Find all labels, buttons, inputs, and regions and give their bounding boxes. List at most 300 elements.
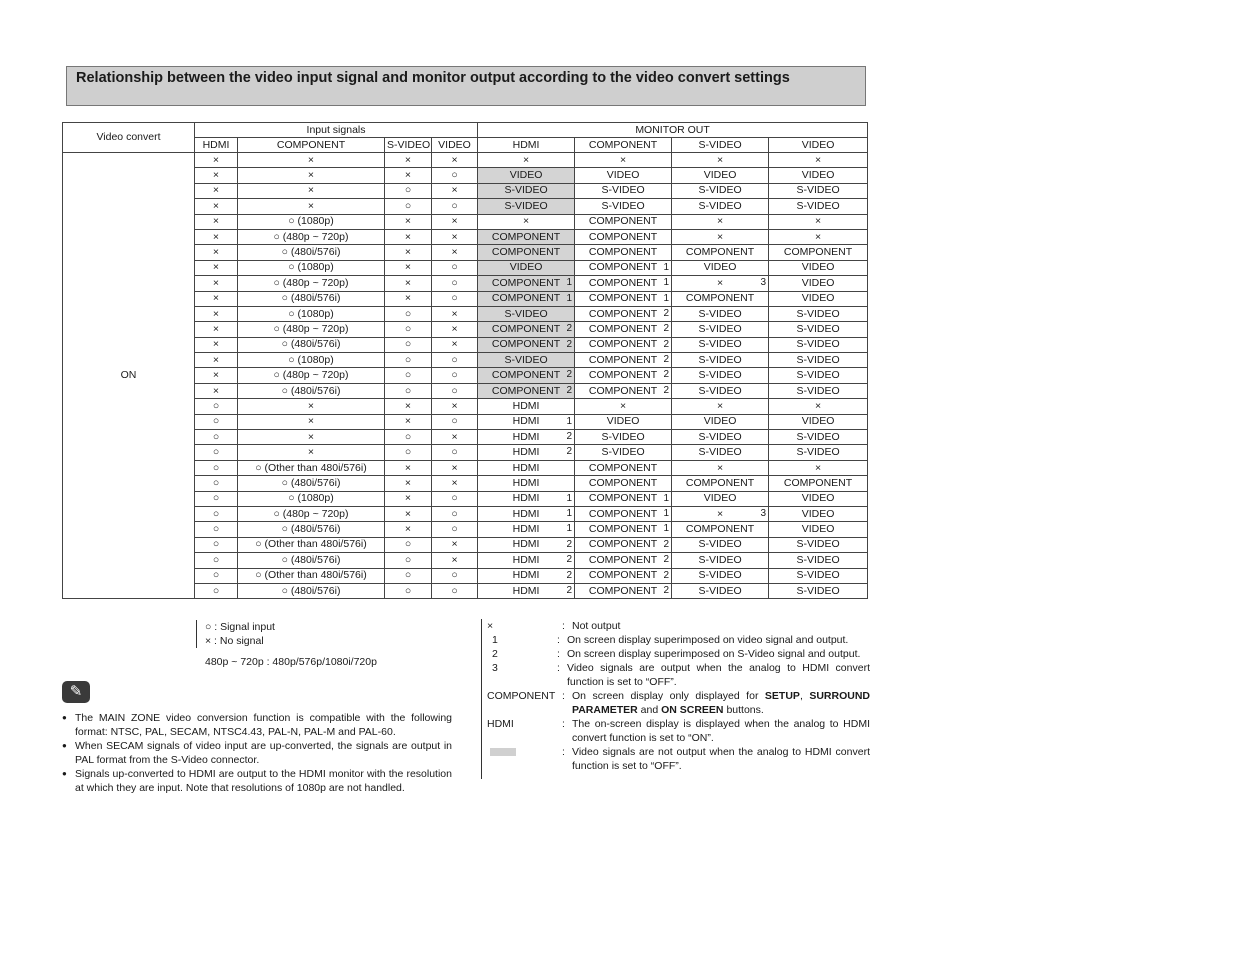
input-cell: ○ (480i/576i) [238,476,385,491]
output-cell [769,491,868,506]
input-cell: ○ [432,276,478,291]
output-value: COMPONENT [685,523,755,536]
input-cell: ○ (480p ~ 720p) [238,322,385,337]
input-cell: ○ [432,199,478,214]
input-cell: ○ (480p ~ 720p) [238,368,385,383]
output-cell [575,553,672,568]
input-cell: ○ [432,383,478,398]
output-cell [478,522,575,537]
output-value: VIDEO [801,492,835,505]
output-value: × [814,153,822,166]
note-item: ● The MAIN ZONE video conversion function is compatible with the following format: NTSC, PAL, SECAM, NTSC4.43, PAL-N, PAL-M and PAL-60. [62,711,452,739]
output-value: COMPONENT [783,246,853,259]
input-cell: ○ [385,368,432,383]
output-cell [672,383,769,398]
output-cell [478,491,575,506]
output-cell [769,229,868,244]
output-cell [769,522,868,537]
output-cell [478,445,575,460]
output-value: VIDEO [509,261,543,274]
output-cell [575,199,672,214]
footnote-marker: 2 [663,584,670,596]
output-value: × [716,399,724,412]
output-value: COMPONENT [588,461,658,474]
page-title: Relationship between the video input signal and monitor output according to the video convert settings [66,66,866,106]
input-cell: ○ [385,553,432,568]
output-cell [478,583,575,598]
footnote-marker: 1 [663,261,670,273]
footnote-marker: 3 [760,277,767,289]
output-cell [672,430,769,445]
legend-row: × : Not output [482,619,870,633]
input-cell: ○ (Other than 480i/576i) [238,537,385,552]
output-value: HDMI [512,584,540,597]
output-value: S-VIDEO [698,553,742,566]
input-cell: × [385,414,432,429]
header-in-hdmi: HDMI [195,138,238,153]
output-value: HDMI [512,553,540,566]
footnote-marker: 1 [566,277,573,289]
output-value: COMPONENT [491,292,561,305]
output-value: COMPONENT [491,338,561,351]
footnote-marker: 2 [566,369,573,381]
output-cell [672,276,769,291]
output-value: S-VIDEO [504,307,548,320]
output-value: S-VIDEO [698,569,742,582]
input-cell: ○ [432,260,478,275]
output-value: COMPONENT [588,507,658,520]
output-value: COMPONENT [588,553,658,566]
output-cell [575,568,672,583]
input-cell: × [195,306,238,321]
output-value: S-VIDEO [698,446,742,459]
input-cell: × [385,245,432,260]
output-cell [575,183,672,198]
output-cell [478,199,575,214]
output-value: HDMI [512,461,540,474]
input-cell: × [195,276,238,291]
header-in-video: VIDEO [432,138,478,153]
output-value: COMPONENT [588,523,658,536]
output-cell [478,276,575,291]
header-video-convert: Video convert [63,123,195,153]
output-cell [478,168,575,183]
output-cell [575,214,672,229]
output-cell [478,476,575,491]
output-cell [478,183,575,198]
output-cell [769,291,868,306]
output-cell [478,306,575,321]
output-value: VIDEO [703,169,737,182]
input-cell: × [195,183,238,198]
output-cell [769,322,868,337]
pencil-icon: ✎ [62,681,90,703]
output-cell [575,445,672,460]
input-cell: ○ [385,430,432,445]
input-cell: × [432,553,478,568]
output-value: S-VIDEO [698,307,742,320]
input-cell: ○ (Other than 480i/576i) [238,460,385,475]
input-cell: ○ [432,414,478,429]
output-cell [672,445,769,460]
output-value: COMPONENT [588,476,658,489]
output-value: × [522,153,530,166]
output-cell [478,153,575,168]
output-value: HDMI [512,430,540,443]
output-cell [575,414,672,429]
input-cell: × [238,399,385,414]
output-cell [575,276,672,291]
output-value: S-VIDEO [698,322,742,335]
output-cell [478,353,575,368]
output-cell [478,214,575,229]
footnote-marker: 2 [663,538,670,550]
output-value: S-VIDEO [698,430,742,443]
input-cell: × [195,229,238,244]
output-value: S-VIDEO [796,446,840,459]
output-cell [478,291,575,306]
header-out-video: VIDEO [769,138,868,153]
output-value: S-VIDEO [698,338,742,351]
output-value: × [814,215,822,228]
input-cell: ○ [385,583,432,598]
input-cell: × [432,214,478,229]
footnote-marker: 3 [760,507,767,519]
footnote-marker: 2 [663,554,670,566]
output-value: × [716,153,724,166]
output-value: S-VIDEO [796,307,840,320]
legend-row: HDMI : The on-screen display is displayed when the analog to HDMI convert function is set to “ON”. [482,717,870,745]
output-cell [672,583,769,598]
output-value: VIDEO [801,276,835,289]
input-cell: ○ [195,460,238,475]
output-cell [769,276,868,291]
output-value: COMPONENT [685,292,755,305]
input-cell: ○ (480p ~ 720p) [238,229,385,244]
input-cell: ○ [432,168,478,183]
output-cell [672,368,769,383]
output-cell [575,476,672,491]
video-convert-value: ON [63,153,195,599]
input-cell: ○ (480i/576i) [238,553,385,568]
output-value: VIDEO [606,169,640,182]
output-cell [769,537,868,552]
input-cell: ○ (480i/576i) [238,583,385,598]
input-cell: ○ [195,430,238,445]
output-cell [575,368,672,383]
output-value: S-VIDEO [504,353,548,366]
output-cell [769,506,868,521]
output-cell [672,476,769,491]
output-value: COMPONENT [588,384,658,397]
footnote-marker: 2 [663,384,670,396]
output-value: VIDEO [801,292,835,305]
input-cell: ○ [385,199,432,214]
input-cell: ○ [195,414,238,429]
video-convert-table [62,122,868,599]
footnote-marker: 2 [663,354,670,366]
output-value: HDMI [512,415,540,428]
legend-range: 480p ~ 720p : 480p/576p/1080i/720p [205,656,377,668]
footnote-marker: 2 [566,338,573,350]
footnote-marker: 2 [566,446,573,458]
output-cell [672,183,769,198]
output-value: COMPONENT [685,246,755,259]
legend-key: HDMI [487,718,514,730]
output-value: COMPONENT [588,307,658,320]
input-cell: ○ [195,583,238,598]
legend-row: COMPONENT : On screen display only displayed for SETUP, SURROUND PARAMETER and ON SCREEN buttons. [482,689,870,717]
output-value: × [814,399,822,412]
output-cell [575,522,672,537]
input-cell: ○ [195,522,238,537]
input-cell: × [195,368,238,383]
output-value: S-VIDEO [796,338,840,351]
output-value: COMPONENT [588,538,658,551]
footnote-marker: 2 [663,323,670,335]
output-cell [575,506,672,521]
footnote-marker: 1 [566,292,573,304]
output-cell [672,353,769,368]
output-cell [672,460,769,475]
output-cell [478,229,575,244]
output-value: COMPONENT [491,322,561,335]
legend-key: 2 [492,648,498,660]
output-value: × [716,215,724,228]
output-cell [575,168,672,183]
output-value: COMPONENT [588,569,658,582]
output-cell [478,245,575,260]
input-cell: × [195,245,238,260]
input-cell: ○ (480i/576i) [238,245,385,260]
notes-list [62,711,452,795]
output-cell [575,491,672,506]
output-cell [478,506,575,521]
output-cell [478,460,575,475]
output-value: S-VIDEO [796,584,840,597]
output-cell [672,168,769,183]
output-cell [672,199,769,214]
output-cell [575,229,672,244]
output-value: COMPONENT [588,230,658,243]
input-cell: × [432,153,478,168]
output-value: S-VIDEO [796,322,840,335]
output-value: COMPONENT [588,492,658,505]
output-value: S-VIDEO [796,184,840,197]
output-cell [769,199,868,214]
output-value: S-VIDEO [796,430,840,443]
legend-key: 3 [492,662,498,674]
output-value: S-VIDEO [796,353,840,366]
legend-text: The on-screen display is displayed when the analog to HDMI convert function is set to “ON”. [572,718,870,744]
output-cell [769,306,868,321]
table-row [63,153,868,168]
output-value: S-VIDEO [698,184,742,197]
output-cell [769,168,868,183]
output-cell [575,260,672,275]
output-value: S-VIDEO [796,538,840,551]
output-cell [575,306,672,321]
output-cell [672,229,769,244]
legend-key: 1 [492,634,498,646]
legend-text: On screen display superimposed on video signal and output. [567,634,849,646]
footnote-marker: 2 [566,584,573,596]
footnote-marker: 2 [566,538,573,550]
output-value: HDMI [512,492,540,505]
output-value: COMPONENT [588,215,658,228]
output-cell [575,383,672,398]
footnote-marker: 1 [663,492,670,504]
output-value: S-VIDEO [601,184,645,197]
output-value: COMPONENT [491,384,561,397]
legend-outputs [481,619,870,779]
output-cell [575,399,672,414]
output-cell [769,568,868,583]
header-input-signals: Input signals [195,123,478,138]
input-cell: × [432,430,478,445]
output-value: COMPONENT [588,369,658,382]
output-value: × [716,276,724,289]
input-cell: × [238,430,385,445]
output-value: VIDEO [801,261,835,274]
output-value: COMPONENT [491,246,561,259]
input-cell: ○ [385,183,432,198]
footnote-marker: 2 [566,384,573,396]
output-cell [478,568,575,583]
output-value: VIDEO [801,169,835,182]
footnote-marker: 2 [663,307,670,319]
input-cell: × [195,168,238,183]
output-value: S-VIDEO [504,184,548,197]
input-cell: ○ [385,445,432,460]
output-cell [478,537,575,552]
footnote-marker: 1 [566,507,573,519]
legend-text: Not output [572,620,621,632]
output-value: × [619,399,627,412]
output-value: COMPONENT [588,246,658,259]
input-cell: × [238,168,385,183]
input-cell: ○ (480p ~ 720p) [238,276,385,291]
output-cell [769,414,868,429]
output-value: VIDEO [703,261,737,274]
output-cell [672,537,769,552]
output-value: HDMI [512,507,540,520]
footnote-marker: 2 [566,554,573,566]
output-value: S-VIDEO [796,369,840,382]
legend-key: × [487,620,494,632]
input-cell: × [385,276,432,291]
output-value: COMPONENT [783,476,853,489]
input-cell: × [385,460,432,475]
output-value: S-VIDEO [698,369,742,382]
output-value: COMPONENT [491,369,561,382]
input-cell: × [238,183,385,198]
output-cell [575,245,672,260]
output-cell [478,322,575,337]
output-value: HDMI [512,446,540,459]
output-cell [575,353,672,368]
output-value: S-VIDEO [601,430,645,443]
output-value: S-VIDEO [698,584,742,597]
input-cell: ○ [385,322,432,337]
output-value: VIDEO [509,169,543,182]
output-cell [769,368,868,383]
input-cell: ○ [195,476,238,491]
footnote-marker: 1 [663,277,670,289]
note-item: ● When SECAM signals of video input are up-converted, the signals are output in PAL format from the S-Video connector. [62,739,452,767]
legend-key: COMPONENT [487,690,556,702]
header-in-svideo: S-VIDEO [385,138,432,153]
output-cell [672,153,769,168]
footnote-marker: 2 [663,569,670,581]
footnote-marker: 2 [566,569,573,581]
input-cell: × [432,306,478,321]
output-value: COMPONENT [491,276,561,289]
output-cell [575,460,672,475]
output-cell [672,553,769,568]
output-cell [478,383,575,398]
output-value: HDMI [512,523,540,536]
output-value: HDMI [512,538,540,551]
output-value: S-VIDEO [796,553,840,566]
output-cell [672,260,769,275]
input-cell: ○ [195,506,238,521]
input-cell: × [432,337,478,352]
legend-no-signal: × : No signal [205,635,264,647]
input-cell: ○ (480p ~ 720p) [238,506,385,521]
input-cell: ○ (480i/576i) [238,522,385,537]
input-cell: ○ [432,568,478,583]
output-value: VIDEO [801,507,835,520]
output-cell [672,214,769,229]
output-cell [672,568,769,583]
output-cell [769,245,868,260]
output-value: S-VIDEO [796,199,840,212]
input-cell: ○ (1080p) [238,491,385,506]
footnote-marker: 1 [566,523,573,535]
legend-text: On screen display only displayed for SETUP, SURROUND PARAMETER and ON SCREEN buttons. [572,690,870,716]
input-cell: × [385,229,432,244]
input-cell: × [195,260,238,275]
output-cell [769,383,868,398]
output-value: × [619,153,627,166]
input-cell: ○ [385,537,432,552]
output-value: S-VIDEO [601,199,645,212]
footnote-marker: 2 [566,323,573,335]
output-value: × [716,507,724,520]
output-cell [478,414,575,429]
output-cell [478,368,575,383]
input-cell: ○ (480i/576i) [238,337,385,352]
output-cell [478,399,575,414]
output-cell [769,553,868,568]
output-cell [575,291,672,306]
output-value: S-VIDEO [504,199,548,212]
output-value: COMPONENT [588,276,658,289]
legend-symbols [196,620,275,648]
input-cell: × [385,291,432,306]
header-in-component: COMPONENT [238,138,385,153]
output-value: VIDEO [606,415,640,428]
legend-row: 2 : On screen display superimposed on S-Video signal and output. [482,647,870,661]
input-cell: × [238,199,385,214]
output-cell [769,214,868,229]
output-cell [672,491,769,506]
output-value: VIDEO [703,492,737,505]
input-cell: × [432,322,478,337]
output-cell [672,337,769,352]
footnote-marker: 1 [663,292,670,304]
